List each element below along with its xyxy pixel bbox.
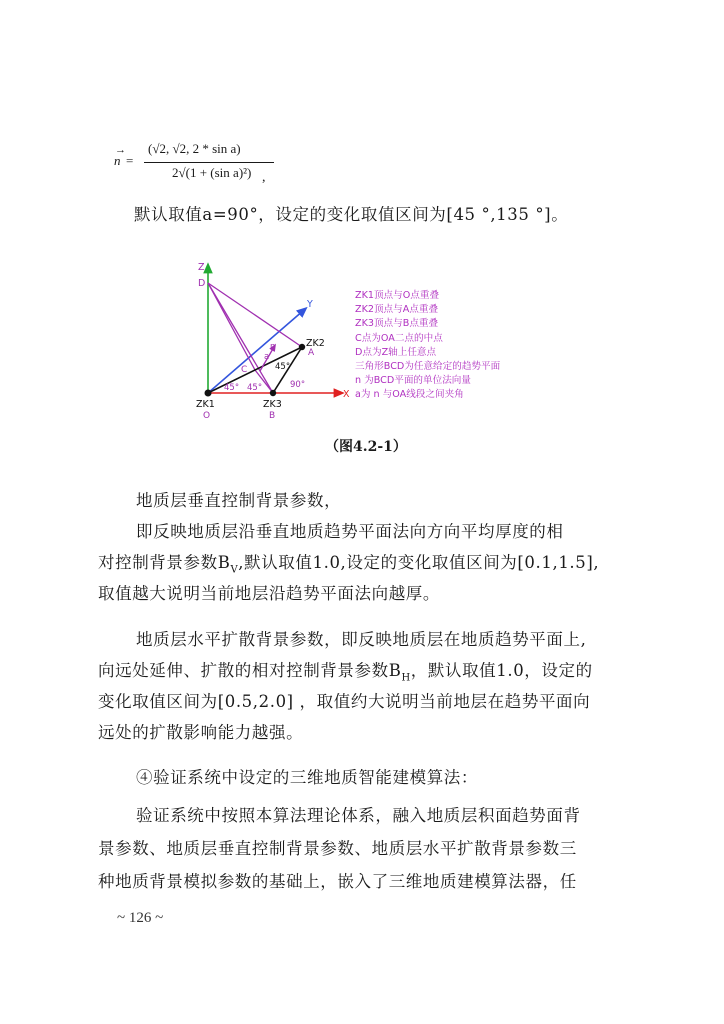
paragraph-3-line-4: 远处的扩散影响能力越强。 — [98, 723, 304, 742]
legend-item: ZK1顶点与O点重叠 — [355, 290, 440, 301]
label-zk3: ZK3 — [263, 399, 282, 410]
label-45-top: 45° — [275, 362, 291, 372]
label-zk2: ZK2 — [306, 338, 325, 349]
label-o: O — [203, 411, 211, 421]
legend-item: C点为OA二点的中点 — [355, 332, 443, 344]
legend-item: 三角形BCD为任意给定的趋势平面 — [355, 361, 501, 373]
label-d: D — [198, 278, 206, 289]
legend-item: D点为Z轴上任意点 — [355, 346, 437, 358]
paragraph-2-line-3: 取值越大说明当前地层沿趋势平面法向越厚。 — [98, 584, 440, 603]
line-d-c — [208, 283, 255, 370]
label-c: C — [241, 365, 248, 375]
formula-comma: , — [262, 170, 266, 185]
line-d-a — [208, 283, 302, 347]
label-zk1: ZK1 — [196, 399, 215, 410]
label-b: B — [269, 411, 276, 421]
label-a: A — [308, 348, 315, 358]
formula-denominator: 2√(1 + (sin a)²) — [172, 165, 252, 180]
label-x: X — [343, 389, 350, 400]
legend-item: a为 n 与OA线段之间夹角 — [355, 389, 464, 401]
point-zk3 — [270, 390, 276, 396]
normal-vector-formula — [114, 133, 314, 203]
default-value-line: 默认取值a=90°，设定的变化取值区间为[45 °,135 °]。 — [134, 205, 569, 224]
label-y: Y — [307, 299, 313, 310]
page-number: ~ 126 ~ — [117, 910, 164, 926]
formula-numerator: (√2, √2, 2 * sin a) — [148, 141, 241, 156]
paragraph-3-line-3: 变化取值区间为[0.5,2.0] ，取值约大说明当前地层在趋势平面向 — [98, 692, 591, 711]
paragraph-1: 地质层垂直控制背景参数， — [136, 491, 342, 510]
legend-item: ZK3顶点与B点重叠 — [355, 318, 439, 330]
paragraph-2-line-1: 即反映地质层沿垂直地质趋势平面法向方向平均厚度的相 — [136, 522, 564, 541]
legend-item: n 为BCD平面的单位法向量 — [355, 375, 471, 387]
fraction-bar — [144, 162, 274, 163]
paragraph-5-line-3: 种地质背景模拟参数的基础上，嵌入了三维地质建模算法器，任 — [98, 872, 577, 891]
figure-caption: （图4.2-1） — [325, 439, 407, 455]
formula-lhs: → n — [114, 144, 126, 168]
label-90: 90° — [290, 380, 306, 390]
paragraph-5-line-1: 验证系统中按照本算法理论体系，融入地质层积面趋势面背 — [136, 806, 581, 825]
label-alpha: a — [264, 352, 270, 362]
paragraph-3-line-1: 地质层水平扩散背景参数，即反映地质层在地质趋势平面上, — [136, 630, 587, 649]
point-zk2 — [299, 344, 305, 350]
paragraph-2-line-2: 对控制背景参数$B_V$,默认取值1.0,设定的变化取值区间为[0.1,1.5], — [98, 553, 600, 576]
paragraph-3-line-2: 向远处延伸、扩散的相对控制背景参数$B_H$，默认取值1.0，设定的 — [98, 661, 593, 684]
label-45-right: 45° — [247, 383, 263, 393]
paragraph-4: ④验证系统中设定的三维地质智能建模算法： — [136, 768, 478, 787]
point-zk1 — [205, 390, 212, 397]
label-z: Z — [198, 262, 205, 273]
formula-equals: = — [126, 153, 134, 168]
paragraph-5-line-2: 景参数、地质层垂直控制背景参数、地质层水平扩散背景参数三 — [98, 839, 577, 858]
figure-legend — [355, 289, 500, 403]
legend-item: ZK2顶点与A点重叠 — [355, 304, 439, 316]
label-45-left: 45° — [224, 383, 240, 393]
label-n: n — [270, 342, 276, 352]
